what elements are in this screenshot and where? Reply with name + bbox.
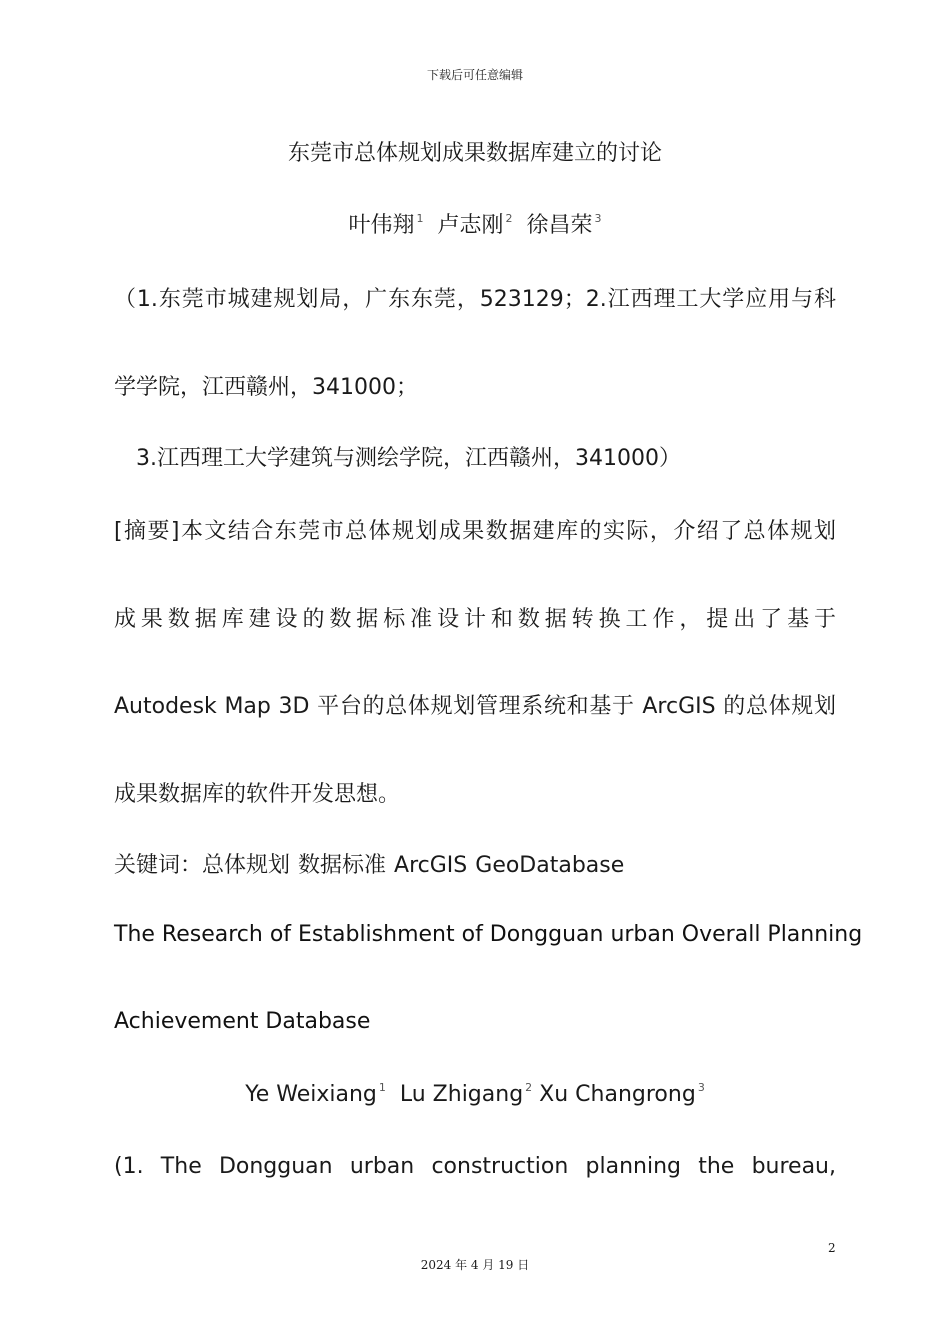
- author-name: 叶伟翔: [348, 213, 415, 238]
- author-name: 徐昌荣: [526, 213, 593, 238]
- author-affiliation-number: 2: [505, 212, 513, 225]
- keyword: 数据标准: [298, 853, 387, 878]
- page-number: 2: [828, 1241, 836, 1255]
- english-author-name: Lu Zhigang: [399, 1082, 524, 1107]
- english-author-name: Xu Changrong: [539, 1082, 696, 1107]
- keywords: [114, 848, 624, 879]
- affiliation-line: （1.东莞市城建规划局，广东东莞，523129；2.江西理工大学应用与科: [114, 287, 836, 312]
- keyword: GeoDatabase: [475, 853, 625, 878]
- english-title-line: Achievement Database: [114, 1009, 371, 1034]
- author-affiliation-number: 1: [378, 1081, 386, 1094]
- english-author-list: [0, 1081, 950, 1107]
- author-list: [0, 208, 950, 239]
- abstract-line: 成果数据库的软件开发思想。: [114, 782, 401, 807]
- page-footer-date: 2024 年 4 月 19 日: [420, 1258, 530, 1272]
- abstract-line: [摘要]本文结合东莞市总体规划成果数据建库的实际，介绍了总体规划: [114, 519, 836, 544]
- affiliation-line: 学学院，江西赣州，341000；: [114, 375, 418, 400]
- abstract-line: 成果数据库建设的数据标准设计和数据转换工作，提出了基于: [114, 607, 836, 632]
- abstract-line: Autodesk Map 3D 平台的总体规划管理系统和基于 ArcGIS 的总体规划: [114, 694, 836, 719]
- author-name: 卢志刚: [437, 213, 504, 238]
- page-header: 下载后可任意编辑: [426, 68, 523, 82]
- author-affiliation-number: 3: [594, 212, 602, 225]
- author-affiliation-number: 3: [697, 1081, 705, 1094]
- author-affiliation-number: 1: [416, 212, 424, 225]
- document-title: 东莞市总体规划成果数据库建立的讨论: [287, 141, 662, 166]
- english-affiliation-line: (1. The Dongguan urban construction planning the bureau,: [114, 1154, 836, 1179]
- english-title-line: The Research of Establishment of Dongguan urban Overall Planning: [114, 922, 863, 947]
- keyword: ArcGIS: [394, 853, 468, 878]
- author-affiliation-number: 2: [525, 1081, 533, 1094]
- english-author-name: Ye Weixiang: [245, 1082, 377, 1107]
- keyword: 总体规划: [202, 853, 291, 878]
- keywords-label: 关键词：: [114, 853, 203, 878]
- affiliation-line: 3.江西理工大学建筑与测绘学院，江西赣州，341000）: [136, 446, 681, 471]
